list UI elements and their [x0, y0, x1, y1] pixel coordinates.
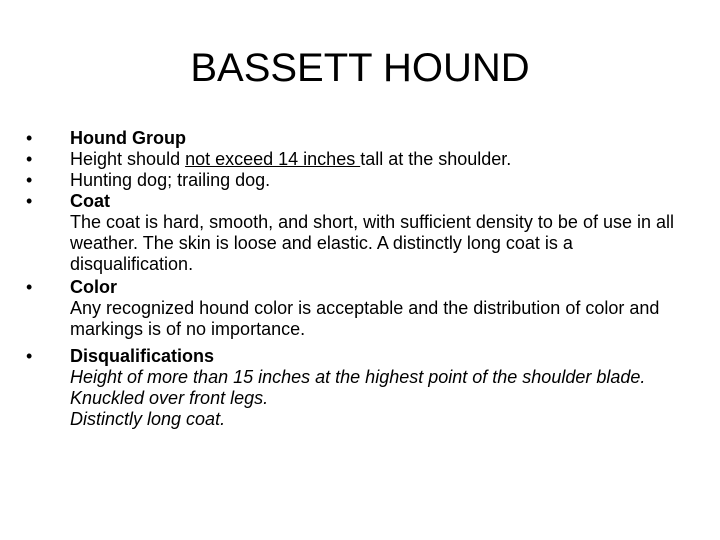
disqualification-line: Knuckled over front legs.	[70, 388, 269, 408]
bullet-heading: Coat	[70, 191, 110, 211]
bullet-dot-icon: •	[26, 149, 33, 169]
bullet-item-hunting	[26, 170, 686, 191]
bullet-dot-icon: •	[26, 346, 33, 366]
bullet-dot-icon: •	[26, 170, 33, 190]
bullet-dot-icon: •	[26, 128, 33, 148]
slide-title: BASSETT HOUND	[190, 46, 530, 90]
bullet-text	[70, 149, 686, 170]
bullet-item-height	[26, 149, 686, 170]
height-text-underlined: not exceed 14 inches	[185, 149, 361, 169]
bullet-heading: Hound Group	[70, 128, 186, 148]
bullet-dot-icon: •	[26, 277, 33, 297]
bullet-heading: Disqualifications	[70, 346, 215, 366]
bullet-item-disqualifications	[26, 346, 686, 430]
bullet-body: The coat is hard, smooth, and short, with sufficient density to be of use in all weather. The skin is loose and elastic. A distinctly long coat is a disqualification.	[70, 212, 674, 274]
bullet-text: Hunting dog; trailing dog.	[70, 170, 271, 190]
bullet-dot-icon: •	[26, 191, 33, 211]
bullet-item-coat	[26, 191, 686, 275]
disqualification-line: Distinctly long coat.	[70, 409, 226, 429]
bullet-heading: Color	[70, 277, 117, 297]
disqualification-line: Height of more than 15 inches at the highest point of the shoulder blade.	[70, 367, 646, 387]
bullet-item-color	[26, 277, 686, 340]
height-text-after: tall at the shoulder.	[360, 149, 512, 169]
height-text-before: Height should	[70, 149, 186, 169]
bullet-list	[26, 128, 686, 430]
bullet-body: Any recognized hound color is acceptable and the distribution of color and markings is of no importance.	[70, 298, 660, 339]
bullet-item-hound-group	[26, 128, 686, 149]
